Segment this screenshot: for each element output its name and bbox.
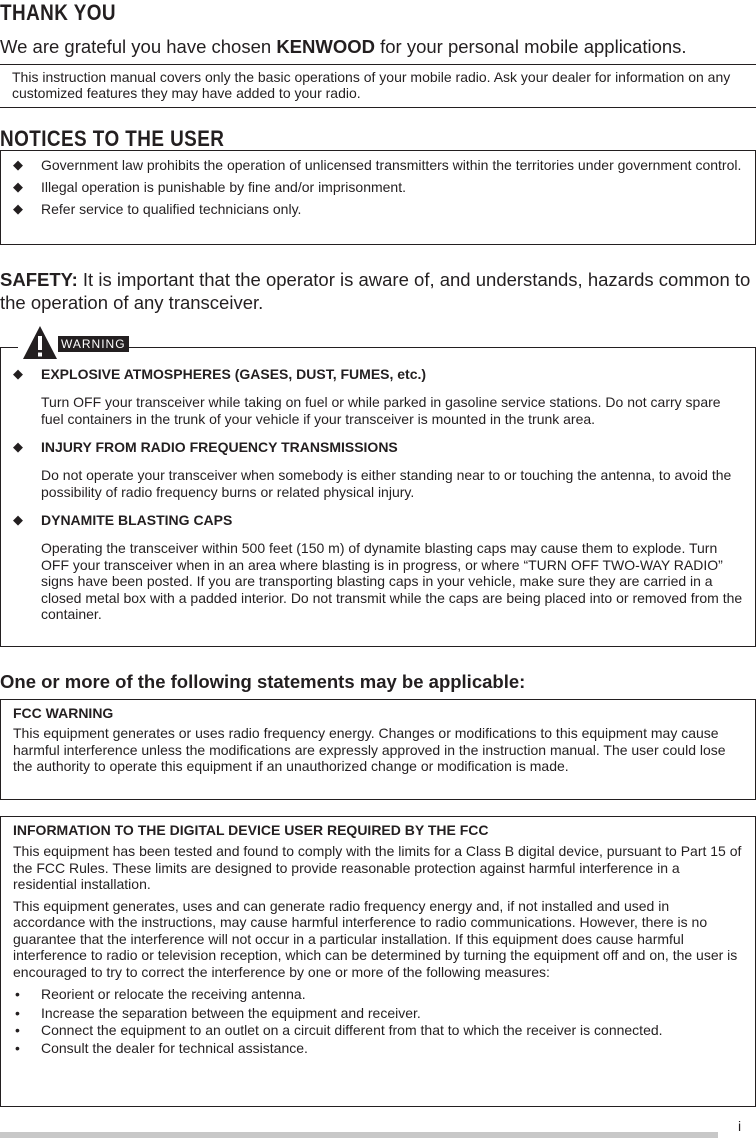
fcc-warning-text: This equipment generates or uses radio frequency energy. Changes or modifications to this equipment may cause harmful interference unless the modifications are expressly approved in the instruction manual. The user could lose the authority to operate this equipment if an unauthorized change or modification is made.	[13, 725, 726, 774]
fcc-warning-box	[0, 699, 756, 800]
measure-text: Consult the dealer for technical assistance.	[41, 1039, 308, 1056]
applicable-heading: One or more of the following statements may be applicable:	[0, 671, 526, 692]
measure-text: Reorient or relocate the receiving antenna.	[41, 986, 306, 1002]
notice-text: Government law prohibits the operation of unlicensed transmitters within the territories under government control.	[41, 157, 742, 173]
digital-device-title: INFORMATION TO THE DIGITAL DEVICE USER REQUIRED BY THE FCC	[13, 822, 489, 838]
diamond-bullet-icon: ◆	[13, 366, 23, 381]
diamond-bullet-icon: ◆	[13, 201, 23, 216]
digital-device-para: This equipment has been tested and found to comply with the limits for a Class B digital device, pursuant to Part 15 of the FCC Rules. These limits are designed to provide reasonable protection against harmful interference in a residential installation.	[13, 843, 742, 892]
measure-item	[13, 986, 745, 1003]
measure-item	[13, 1022, 745, 1039]
round-bullet-icon: •	[15, 1022, 20, 1038]
digital-device-para: This equipment generates, uses and can generate radio frequency energy and, if not installed and used in accordance with the instructions, may cause harmful interference to radio communications. However, there is no guarantee that the interference will not occur in a particular installation. If this equipment does cause harmful interference to radio or television reception, which can be determined by turning the equipment off and on, the user is encouraged to try to correct the interference by one or more of the following measures:	[13, 897, 738, 980]
warning-body: Operating the transceiver within 500 feet (150 m) of dynamite blasting caps may cause them to explode. Turn OFF your transceiver when in an area where blasting is in progress, or where “TURN OFF TWO-WAY RADIO” signs have been posted. If you are transporting blasting caps in your vehicle, make sure they are carried in a closed metal box with a padded interior. Do not transmit while the caps are being placed into or removed from the container.	[41, 540, 743, 622]
round-bullet-icon: •	[15, 1004, 20, 1021]
brand-name: KENWOOD	[276, 36, 375, 57]
notice-item	[13, 201, 745, 217]
thank-you-heading: THANK YOU	[0, 0, 117, 25]
warning-label: WARNING	[58, 336, 129, 352]
notices-box	[0, 150, 756, 245]
notices-heading: NOTICES TO THE USER	[0, 126, 225, 151]
round-bullet-icon: •	[15, 986, 20, 1002]
warning-sign	[18, 325, 126, 361]
warning-title: DYNAMITE BLASTING CAPS	[41, 512, 233, 528]
manual-note-box	[0, 64, 756, 108]
warning-box	[0, 347, 756, 647]
warning-title: EXPLOSIVE ATMOSPHERES (GASES, DUST, FUMES, etc.)	[41, 366, 427, 382]
notice-item	[13, 179, 745, 195]
warning-body: Do not operate your transceiver when somebody is either standing near to or touching the antenna, to avoid the possibility of radio frequency burns or related physical injury.	[41, 467, 732, 500]
safety-label: SAFETY:	[0, 269, 78, 290]
measure-text: Increase the separation between the equipment and receiver.	[41, 1004, 421, 1021]
fcc-warning-title: FCC WARNING	[13, 705, 114, 721]
safety-statement	[0, 268, 756, 314]
footer-bar	[0, 1132, 718, 1138]
diamond-bullet-icon: ◆	[13, 439, 23, 454]
warning-triangle-icon	[22, 325, 58, 361]
measure-text: Connect the equipment to an outlet on a circuit different from that to which the receiver is connected.	[41, 1022, 663, 1038]
notice-item	[13, 157, 745, 173]
diamond-bullet-icon: ◆	[13, 157, 23, 172]
manual-note: This instruction manual covers only the basic operations of your mobile radio. Ask your dealer for information on any customized features they may have added to your radio.	[12, 69, 731, 101]
notice-text: Illegal operation is punishable by fine and/or imprisonment.	[41, 179, 406, 195]
warning-body: Turn OFF your transceiver while taking on fuel or while parked in gasoline service stations. Do not carry spare fuel containers in the trunk of your vehicle if your transceiver is mounted in the trunk area.	[41, 394, 721, 427]
round-bullet-icon: •	[15, 1039, 20, 1056]
measure-item	[13, 1005, 745, 1022]
intro-text	[0, 36, 687, 58]
diamond-bullet-icon: ◆	[13, 512, 23, 527]
page-number: i	[738, 1118, 742, 1134]
diamond-bullet-icon: ◆	[13, 179, 23, 194]
intro-after: for your personal mobile applications.	[374, 36, 687, 57]
safety-text: It is important that the operator is aware of, and understands, hazards common to the operation of any transceiver.	[0, 269, 751, 313]
digital-device-box	[0, 816, 756, 1107]
notice-text: Refer service to qualified technicians only.	[41, 201, 302, 217]
warning-item	[13, 366, 745, 427]
warning-item	[13, 512, 745, 623]
intro-before: We are grateful you have chosen	[0, 36, 277, 57]
warning-title: INJURY FROM RADIO FREQUENCY TRANSMISSIONS	[41, 439, 398, 455]
measure-item	[13, 1040, 745, 1057]
warning-item	[13, 439, 745, 500]
